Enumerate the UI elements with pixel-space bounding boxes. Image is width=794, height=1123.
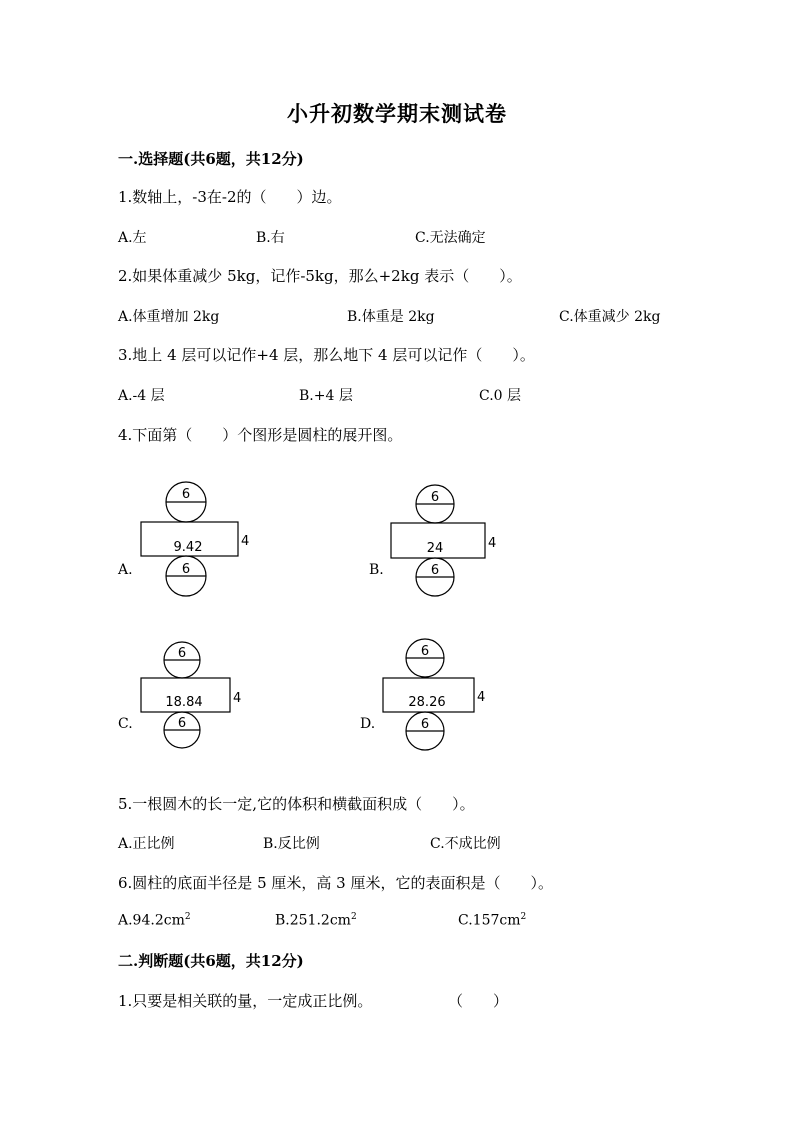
question-5: 5.一根圆木的长一定,它的体积和横截面积成（ ）。 [118, 795, 475, 813]
judgement-1: 1.只要是相关联的量，一定成正比例。 [118, 992, 373, 1010]
judgement-1-bracket: （ ） [448, 992, 509, 1010]
q6-option-c [458, 912, 526, 929]
question-2: 2.如果体重减少 5kg，记作-5kg，那么+2kg 表示（ ）。 [118, 267, 522, 285]
q1-option-b: B.右 [256, 230, 285, 246]
figure-d-side-value: 4 [477, 690, 486, 705]
q2-option-a: A.体重增加 2kg [118, 309, 220, 325]
question-4: 4.下面第（ ）个图形是圆柱的展开图。 [118, 426, 403, 444]
figure-d-letter: D. [360, 716, 376, 732]
q6-option-a-sup: 2 [184, 912, 191, 922]
figure-b-rect-value: 24 [426, 541, 444, 556]
figure-c-bottom-value: 6 [177, 716, 187, 731]
q2-option-b: B.体重是 2kg [347, 309, 435, 325]
q5-option-a: A.正比例 [118, 836, 175, 852]
figure-a [138, 478, 256, 606]
question-6: 6.圆柱的底面半径是 5 厘米，高 3 厘米，它的表面积是（ ）。 [118, 874, 553, 892]
figure-b-bottom-value: 6 [430, 563, 440, 578]
figure-d-bottom-value: 6 [420, 717, 430, 732]
q3-option-b: B.+4 层 [299, 388, 353, 404]
figure-b-side-value: 4 [488, 536, 497, 551]
q3-option-a: A.-4 层 [118, 388, 165, 404]
page-title: 小升初数学期末测试卷 [287, 101, 507, 126]
figure-a-rect-value: 9.42 [173, 540, 203, 555]
q5-option-b: B.反比例 [263, 836, 320, 852]
question-1: 1.数轴上，-3在-2的（ ）边。 [118, 188, 342, 206]
figure-c-top-value: 6 [177, 646, 187, 661]
q1-option-a: A.左 [118, 230, 147, 246]
section-heading-judgement: 二.判断题(共6题，共12分) [118, 952, 304, 970]
figure-c-letter: C. [118, 716, 133, 732]
figure-d-top-value: 6 [420, 644, 430, 659]
q6-option-a-text: A.94.2cm [118, 912, 185, 929]
question-3: 3.地上 4 层可以记作+4 层，那么地下 4 层可以记作（ ）。 [118, 346, 535, 364]
q1-option-c: C.无法确定 [415, 230, 486, 246]
q3-option-c: C.0 层 [479, 388, 522, 404]
figure-d-rect-value: 28.26 [408, 695, 446, 710]
figure-b-letter: B. [369, 562, 384, 578]
q6-option-b-text: B.251.2cm [275, 912, 351, 929]
q5-option-c: C.不成比例 [430, 836, 501, 852]
figure-c [138, 641, 248, 757]
figure-c-rect-value: 18.84 [165, 695, 203, 710]
figure-c-side-value: 4 [233, 691, 242, 706]
figure-a-side-value: 4 [241, 534, 250, 549]
q6-option-b [275, 912, 357, 929]
figure-a-top-value: 6 [181, 487, 191, 502]
figure-b-top-value: 6 [430, 490, 440, 505]
figure-b [388, 484, 506, 606]
q2-option-c: C.体重减少 2kg [559, 309, 661, 325]
q6-option-c-text: C.157cm [458, 912, 521, 929]
q6-option-c-sup: 2 [520, 912, 527, 922]
figure-d [380, 638, 490, 758]
figure-a-letter: A. [118, 562, 133, 578]
section-heading-choice: 一.选择题(共6题，共12分) [118, 150, 304, 168]
q6-option-b-sup: 2 [350, 912, 357, 922]
q6-option-a [118, 912, 191, 929]
figure-a-bottom-value: 6 [181, 562, 191, 577]
